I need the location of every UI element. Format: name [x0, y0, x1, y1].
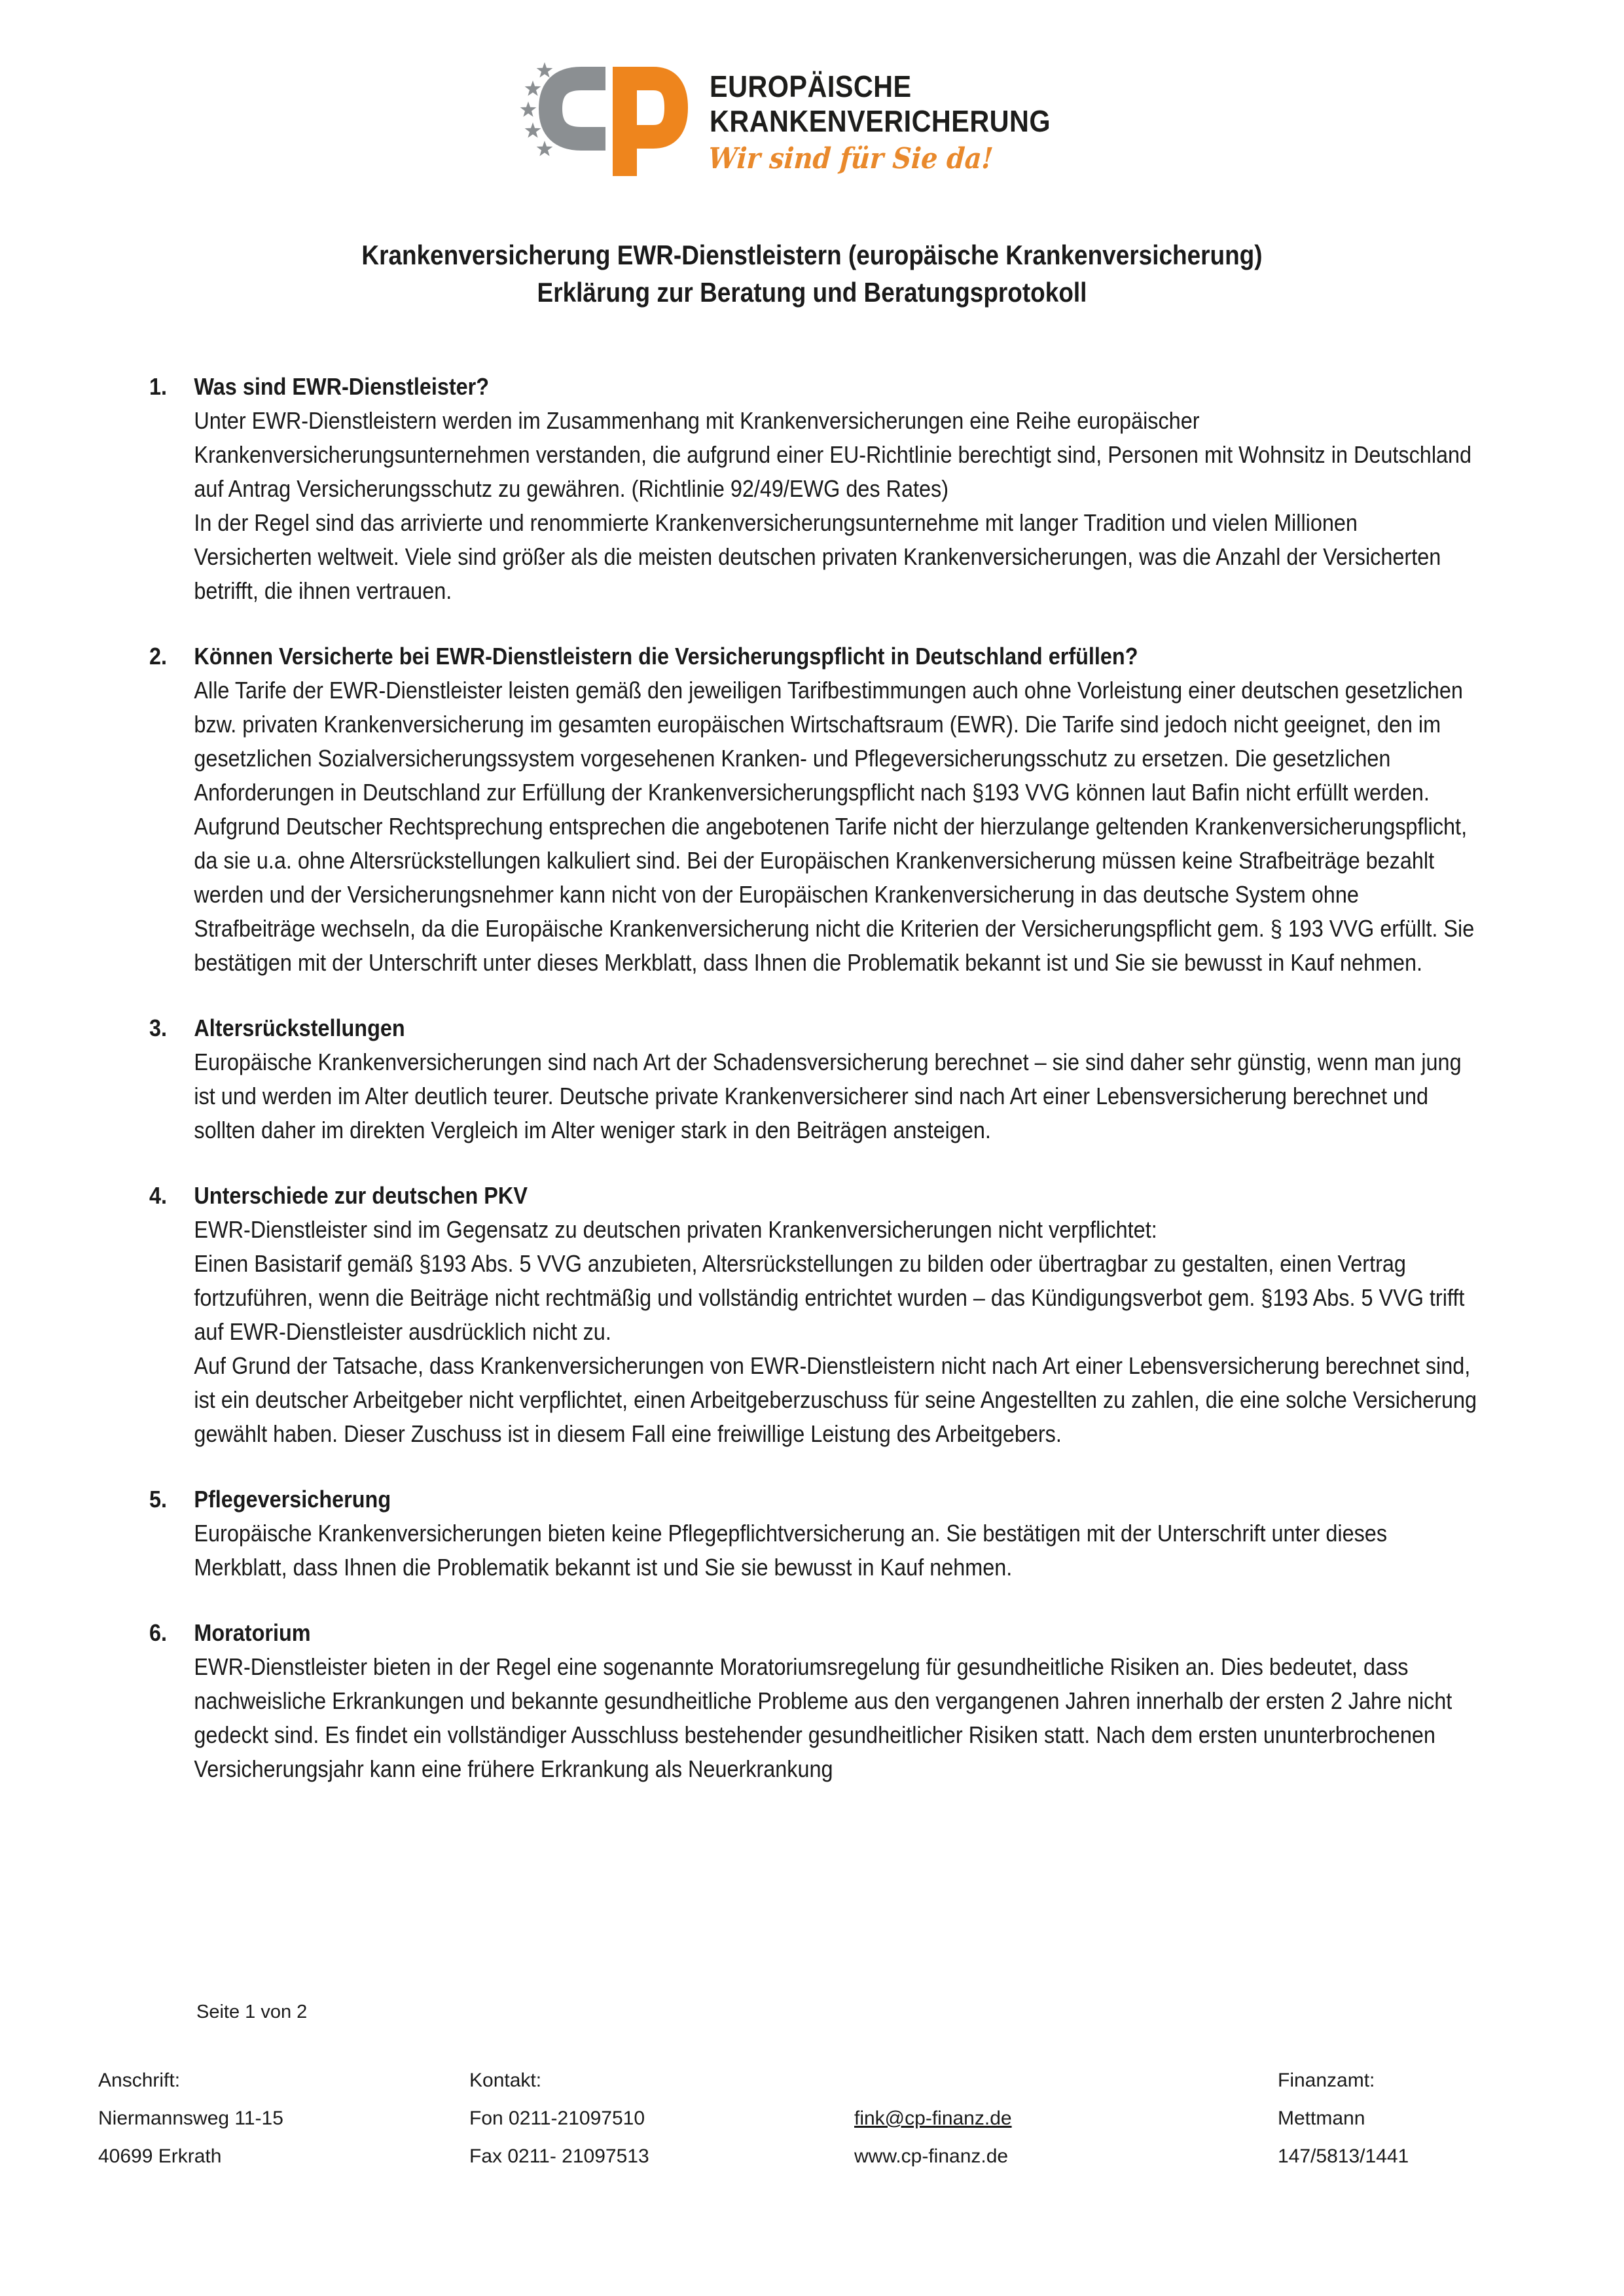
- section-paragraph: Alle Tarife der EWR-Dienstleister leisten gemäß den jeweiligen Tarifbestimmungen auch ohne Vorleistung einer deutschen gesetzlichen bzw. privaten Krankenversicherung im gesamten europäischen Wirtschaftsraum (EWR). Die Tarife sind jedoch nicht geeignet, den im gesetzlichen Sozialversicherungssystem vorgesehenen Kranken- und Pflegeversicherungsschutz zu ersetzen. Die gesetzlichen Anforderungen in Deutschland zur Erfüllung der Krankenversicherungspflicht nach §193 VVG können laut Bafin nicht erfüllt werden. Aufgrund Deutscher Rechtsprechung entsprechen die angebotenen Tarife nicht der hierzulange geltenden Krankenversicherungspflicht, da sie u.a. ohne Altersrückstellungen kalkuliert sind. Bei der Europäischen Krankenversicherung müssen keine Strafbeiträge bezahlt werden und der Versicherungsnehmer kann nicht von der Europäischen Krankenversicherung in das deutsche System ohne Strafbeiträge wechseln, da die Europäische Krankenversicherung nicht die Kriterien der Versicherungspflicht gem. § 193 VVG erfüllt. Sie bestätigen mit der Unterschrift unter dieses Merkblatt, dass Ihnen die Problematik bekannt ist und Sie sie bewusst in Kauf nehmen.: [194, 677, 1475, 976]
- footer-line: 147/5813/1441: [1278, 2145, 1409, 2167]
- logo-line-2: KRANKENVERICHERUNG: [710, 104, 1051, 138]
- section-heading: Was sind EWR-Dienstleister?: [194, 373, 490, 400]
- section-item: [149, 1482, 1481, 1585]
- logo-text: [707, 69, 1051, 181]
- section-number: 6.: [149, 1619, 168, 1646]
- section-item: [149, 370, 1481, 608]
- footer-column: [1278, 2062, 1409, 2176]
- section-paragraph: In der Regel sind das arrivierte und renommierte Krankenversicherungsunternehme mit langer Tradition und vielen Millionen Versicherten weltweit. Viele sind größer als die meisten deutschen privaten Krankenversicherungen, was die Anzahl der Versicherten betrifft, die ihnen vertrauen.: [194, 509, 1441, 604]
- footer-column-header: Anschrift:: [98, 2070, 181, 2091]
- footer-email-link[interactable]: fink@cp-finanz.de: [854, 2108, 1012, 2129]
- section-item: [149, 1011, 1481, 1147]
- section-paragraph: Unter EWR-Dienstleistern werden im Zusammenhang mit Krankenversicherungen eine Reihe europäischer Krankenversicherungsunternehmen verstanden, die aufgrund einer EU-Richtlinie berechtigt sind, Personen mit Wohnsitz in Deutschland auf Antrag Versicherungsschutz zu gewähren. (Richtlinie 92/49/EWG des Rates): [194, 407, 1472, 502]
- section-heading: Pflegeversicherung: [194, 1486, 391, 1513]
- footer-column: [469, 2062, 649, 2176]
- section-number: 5.: [149, 1486, 168, 1513]
- footer-column: [98, 2062, 283, 2176]
- section-number: 2.: [149, 643, 168, 670]
- section-heading: Können Versicherte bei EWR-Dienstleistern die Versicherungspflicht in Deutschland erfüllen?: [194, 643, 1138, 670]
- footer-column: [854, 2062, 1012, 2176]
- footer-column-header: Kontakt:: [469, 2070, 542, 2091]
- section-paragraph: Einen Basistarif gemäß §193 Abs. 5 VVG anzubieten, Altersrückstellungen zu bilden oder übertragbar zu gestalten, einen Vertrag fortzuführen, wenn die Beiträge nicht rechtmäßig und vollständig entrichtet wurden – das Kündigungsverbot gem. §193 Abs. 5 VVG trifft auf EWR-Dienstleister ausdrücklich nicht zu.: [194, 1250, 1465, 1345]
- section-content: [194, 370, 1481, 608]
- page-number-label: Seite 1 von 2: [196, 2001, 308, 2022]
- logo-line-1: EUROPÄISCHE: [710, 69, 912, 103]
- logo-letter-c: [550, 79, 605, 139]
- footer-line: 40699 Erkrath: [98, 2145, 222, 2167]
- section-item: [149, 639, 1481, 980]
- document-title: [98, 236, 1526, 311]
- section-content: [194, 1482, 1481, 1585]
- sections: [149, 370, 1481, 1786]
- section-paragraph: Auf Grund der Tatsache, dass Krankenversicherungen von EWR-Dienstleistern nicht nach Art einer Lebensversicherung berechnet sind, ist ein deutscher Arbeitgeber nicht verpflichtet, einen Arbeitgeberzuschuss für seine Angestellten zu zahlen, die eine solche Versicherung gewählt haben. Dieser Zuschuss ist in diesem Fall eine freiwillige Leistung des Arbeitgebers.: [194, 1352, 1477, 1447]
- logo-letter-p: [613, 67, 676, 176]
- section-number: 1.: [149, 373, 168, 400]
- logo-tagline: Wir sind für Sie da!: [707, 142, 994, 175]
- section-content: [194, 1011, 1481, 1147]
- section-paragraph: EWR-Dienstleister sind im Gegensatz zu deutschen privaten Krankenversicherungen nicht verpflichtet:: [194, 1216, 1157, 1243]
- footer-line: Fon 0211-21097510: [469, 2108, 645, 2129]
- section-heading: Moratorium: [194, 1619, 311, 1646]
- footer-column-header: Finanzamt:: [1278, 2070, 1375, 2091]
- footer-line: Niermannsweg 11-15: [98, 2108, 283, 2129]
- title-line-2: Erklärung zur Beratung und Beratungsprotokoll: [537, 277, 1087, 308]
- section-item: [149, 1179, 1481, 1451]
- section-content: [194, 1179, 1481, 1451]
- section-item: [149, 1616, 1481, 1786]
- section-paragraph: Europäische Krankenversicherungen bieten keine Pflegepflichtversicherung an. Sie bestätigen mit der Unterschrift unter dieses Merkblatt, dass Ihnen die Problematik bekannt ist und Sie sie bewusst in Kauf nehmen.: [194, 1520, 1388, 1581]
- section-number: 3.: [149, 1014, 168, 1041]
- section-heading: Altersrückstellungen: [194, 1014, 405, 1041]
- cp-logo-mark: [496, 60, 699, 181]
- logo: [0, 0, 1624, 181]
- footer-line: Fax 0211- 21097513: [469, 2145, 649, 2167]
- section-heading: Unterschiede zur deutschen PKV: [194, 1182, 528, 1209]
- section-paragraph: Europäische Krankenversicherungen sind nach Art der Schadensversicherung berechnet – sie sind daher sehr günstig, wenn man jung ist und werden im Alter deutlich teurer. Deutsche private Krankenversicherer sind nach Art einer Lebensversicherung berechnet und sollten daher im direkten Vergleich im Alter weniger stark in den Beiträgen ansteigen.: [194, 1049, 1462, 1143]
- footer-line: Mettmann: [1278, 2108, 1365, 2129]
- section-number: 4.: [149, 1182, 168, 1209]
- title-line-1: Krankenversicherung EWR-Dienstleistern (europäische Krankenversicherung): [361, 240, 1263, 270]
- footer-column-header: [854, 2062, 1012, 2100]
- section-content: [194, 639, 1481, 980]
- section-content: [194, 1616, 1481, 1786]
- footer-line: www.cp-finanz.de: [854, 2145, 1009, 2167]
- section-paragraph: EWR-Dienstleister bieten in der Regel eine sogenannte Moratoriumsregelung für gesundheitliche Risiken an. Dies bedeutet, dass nachweisliche Erkrankungen und bekannte gesundheitliche Probleme aus den vergangenen Jahren innerhalb der ersten 2 Jahre nicht gedeckt sind. Es findet ein vollständiger Ausschluss bestehender gesundheitlicher Risiken statt. Nach dem ersten ununterbrochenen Versicherungsjahr kann eine frühere Erkrankung als Neuerkrankung: [194, 1653, 1453, 1782]
